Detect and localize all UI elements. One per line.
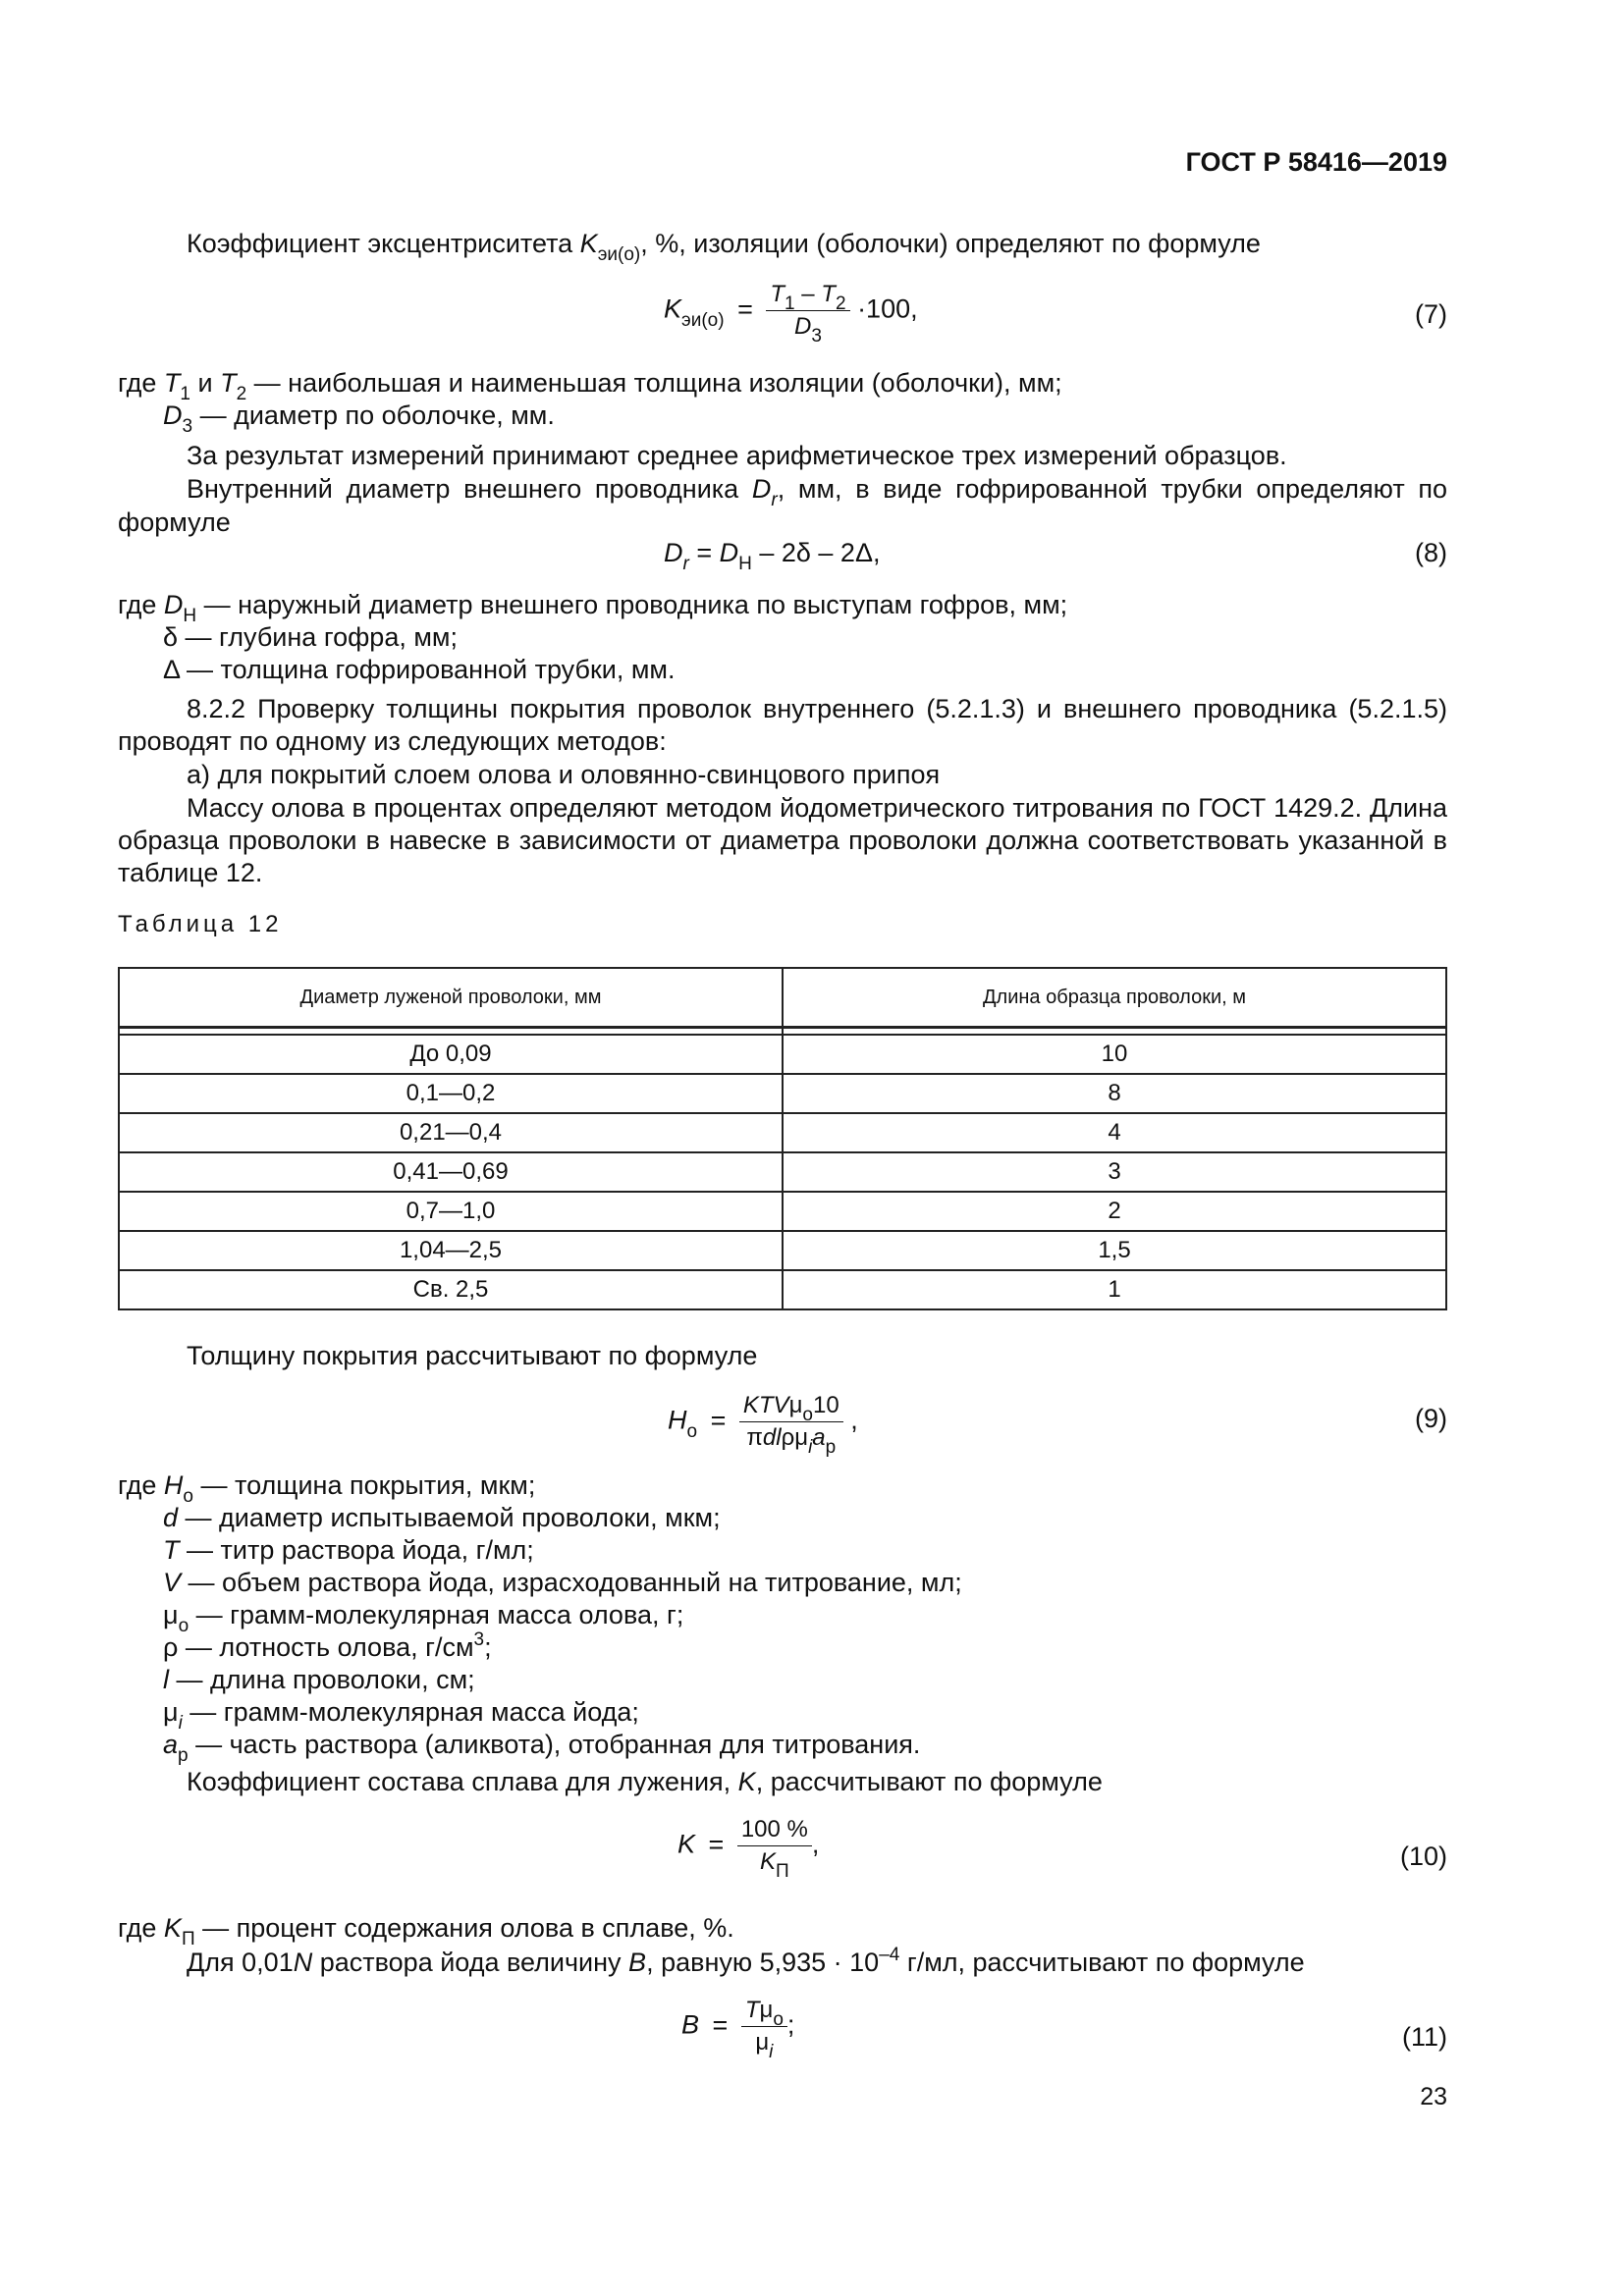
table-cell: Св. 2,5 xyxy=(119,1270,783,1309)
paragraph-tin-mass: Массу олова в процентах определяют методом йодометрического титрования по ГОСТ 1429.2. Длина образца проволоки в навеске в зависимости от диаметра проволоки должна соответствовать указанной в таблице 12. xyxy=(118,793,1447,887)
paragraph-alloy-coefficient: Коэффициент состава сплава для лужения, K, рассчитывают по формуле xyxy=(187,1767,1103,1796)
paragraph-result: За результат измерений принимают среднее арифметическое трех измерений образцов. xyxy=(187,441,1287,470)
paragraph-method-a: а) для покрытий слоем олова и оловянно-свинцового припоя xyxy=(187,760,941,789)
formula-10: K = $\frac{100 \%}{K_П}$ , xyxy=(677,1816,820,1882)
table-row xyxy=(119,1270,1446,1309)
table-cell: 0,7—1,0 xyxy=(119,1192,783,1231)
paragraph-inner-diameter: Внутренний диаметр внешнего проводника $D_r$, мм, в виде гофрированной трубки определяют по xyxy=(187,474,1448,510)
where-9-line-3: T — титр раствора йода, г/мл; xyxy=(163,1535,534,1565)
paragraph-inner-diameter-end: формуле xyxy=(118,507,231,537)
table-cell: 4 xyxy=(783,1113,1446,1152)
paragraph-eccentricity-intro: Коэффициент эксцентриситета $K_{эи(о)}$, %, изоляции (оболочки) определяют по формуле xyxy=(187,229,1261,265)
formula-11-number: (11) xyxy=(1401,2022,1447,2052)
formula-11: B = $\frac{T\mu_о}{\mu_i}$ ; xyxy=(681,1997,795,2062)
where-9-line-7: l — длина проволоки, см; xyxy=(163,1665,475,1694)
formula-7-fraction: $\frac{T_1 - T_2}{D_3}$ xyxy=(766,281,849,341)
table-cell: 1,04—2,5 xyxy=(119,1231,783,1270)
table-12-header-length: Длина образца проволоки, м xyxy=(783,968,1446,1028)
where-9-line-2: d — диаметр испытываемой проволоки, мкм; xyxy=(163,1503,721,1532)
where-9-line-5: $\mu_о$ — грамм-молекулярная масса олова, г; xyxy=(163,1600,684,1636)
formula-9: $H_о$ = $\frac{KTV\mu_о10}{\pi dl\rho\mu_ia_р}$ , xyxy=(668,1392,858,1458)
table-row xyxy=(119,1074,1446,1113)
document-code-header: ГОСТ Р 58416—2019 xyxy=(1185,147,1447,177)
formula-9-number: (9) xyxy=(1415,1404,1447,1433)
table-12-separator xyxy=(119,1028,1446,1036)
table-cell: 0,41—0,69 xyxy=(119,1152,783,1192)
table-cell: 10 xyxy=(783,1035,1446,1074)
table-cell: 0,21—0,4 xyxy=(119,1113,783,1152)
formula-9-fraction: $\frac{KTV\mu_о10}{\pi dl\rho\mu_ia_р}$ xyxy=(739,1392,843,1452)
where-7-line-2: $D_3$ — диаметр по оболочке, мм. xyxy=(163,400,555,437)
table-12-caption: Таблица 12 xyxy=(118,911,283,937)
table-12 xyxy=(118,967,1447,1310)
table-cell: 8 xyxy=(783,1074,1446,1113)
formula-10-fraction: $\frac{100 \%}{K_П}$ xyxy=(737,1816,812,1876)
where-9-line-6: ρ — лотность олова, $г/см^3$; xyxy=(163,1629,492,1662)
where-10-line: где $K_П$ — процент содержания олова в сплаве, %. xyxy=(118,1913,734,1949)
paragraph-iodine-solution: Для 0,01N раствора йода величину B, равную $5,935 \cdot 10^{-4}$ г/мл, рассчитывают по формуле xyxy=(187,1945,1305,1977)
paragraph-coating-thickness: Толщину покрытия рассчитывают по формуле xyxy=(187,1341,758,1370)
paragraph-8-2-2: 8.2.2 Проверку толщины покрытия проволок внутреннего (5.2.1.3) и внешнего проводника (5.2.1.5) проводят по одному из следующих методов: xyxy=(118,694,1447,756)
table-cell: 0,1—0,2 xyxy=(119,1074,783,1113)
table-row xyxy=(119,1113,1446,1152)
formula-7-number: (7) xyxy=(1415,299,1447,329)
where-9-line-1: где $H_о$ — толщина покрытия, мкм; xyxy=(118,1470,536,1507)
table-row xyxy=(119,1192,1446,1231)
where-9-line-9: $a_р$ — часть раствора (аликвота), отобранная для титрования. xyxy=(163,1730,921,1766)
where-8-line-1: где $D_Н$ — наружный диаметр внешнего проводника по выступам гофров, мм; xyxy=(118,590,1068,626)
table-12-header-diameter: Диаметр луженой проволоки, мм xyxy=(119,968,783,1028)
where-9-line-8: $\mu_i$ — грамм-молекулярная масса йода; xyxy=(163,1697,639,1734)
formula-8: $D_r = D_Н - 2\delta - 2\Delta$, xyxy=(664,538,881,574)
where-8-line-2: δ — глубина гофра, мм; xyxy=(163,622,458,652)
table-row xyxy=(119,1035,1446,1074)
table-cell: До 0,09 xyxy=(119,1035,783,1074)
where-8-line-3: Δ — толщина гофрированной трубки, мм. xyxy=(163,655,676,684)
where-9-line-4: V — объем раствора йода, израсходованный на титрование, мл; xyxy=(163,1568,962,1597)
page-number: 23 xyxy=(1420,2083,1447,2110)
table-cell: 3 xyxy=(783,1152,1446,1192)
formula-11-fraction: $\frac{T\mu_о}{\mu_i}$ xyxy=(741,1997,787,2056)
table-cell: 2 xyxy=(783,1192,1446,1231)
table-row xyxy=(119,1152,1446,1192)
where-7-line-1: где $T_1$ и $T_2$ — наибольшая и наименьшая толщина изоляции (оболочки), мм; xyxy=(118,368,1062,404)
table-cell: 1,5 xyxy=(783,1231,1446,1270)
table-cell: 1 xyxy=(783,1270,1446,1309)
table-row xyxy=(119,1231,1446,1270)
formula-7: $K_{эи(о)}$ = $\frac{T_1 - T_2}{D_3}$ ·100, xyxy=(664,281,918,347)
formula-10-number: (10) xyxy=(1399,1842,1447,1871)
formula-8-number: (8) xyxy=(1415,538,1447,567)
